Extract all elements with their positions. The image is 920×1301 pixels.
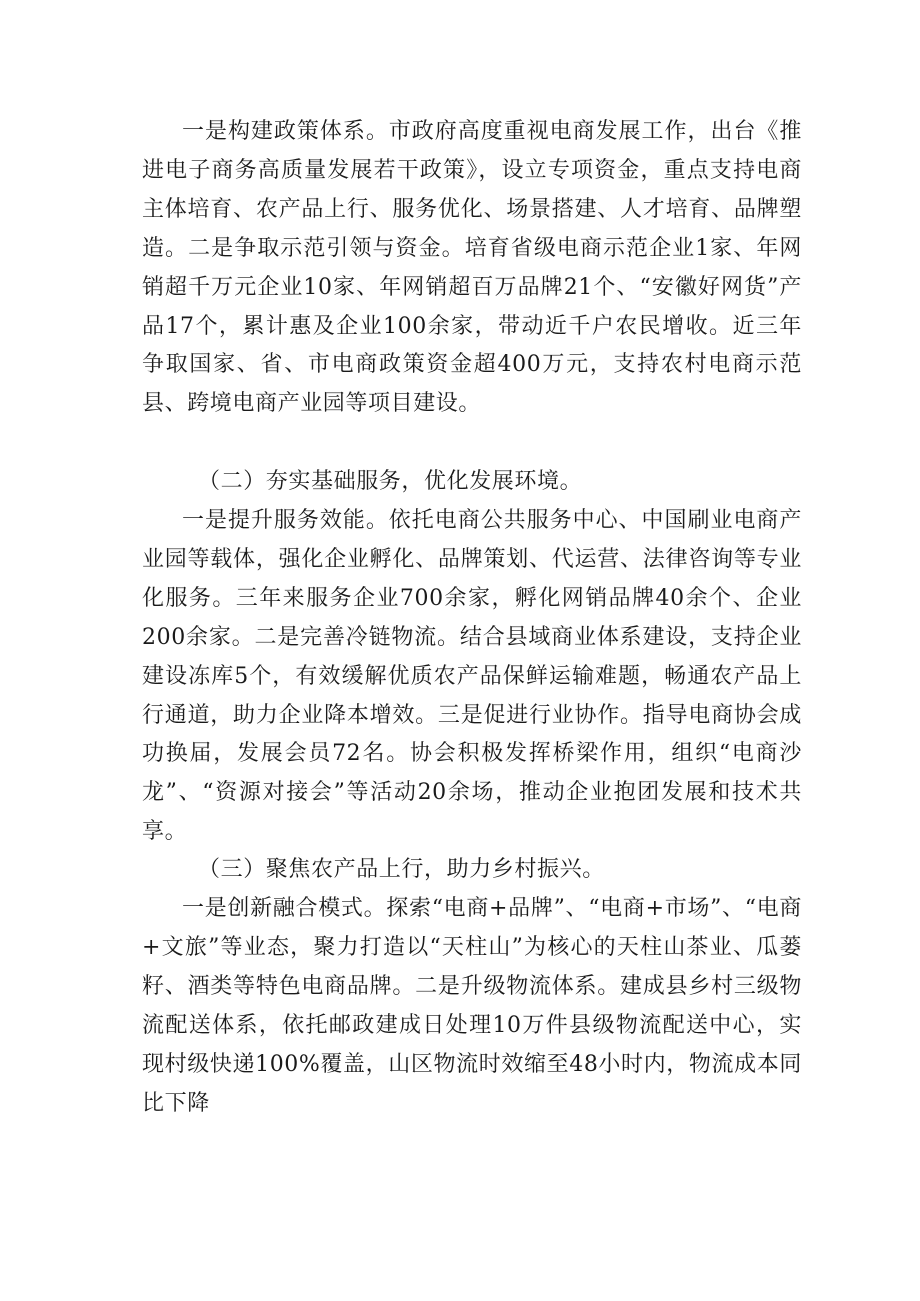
- paragraph-service-efficiency: 一是提升服务效能。依托电商公共服务中心、中国刷业电商产业园等载体，强化企业孵化、品牌策划、代运营、法律咨询等专业化服务。三年来服务企业700余家，孵化网销品牌40余个、企业200余家。二是完善冷链物流。结合县域商业体系建设，支持企业建设冻库5个，有效缓解优质农产品保鲜运输难题，畅通农产品上行通道，助力企业降本增效。三是促进行业协作。指导电商协会成功换届，发展会员72名。协会积极发挥桥梁作用，组织“电商沙龙”、“资源对接会”等活动20余场，推动企业抱团发展和技术共享。: [142, 508, 802, 845]
- paragraph-policy-system: 一是构建政策体系。市政府高度重视电商发展工作，出台《推进电子商务高质量发展若干政策》，设立专项资金，重点支持电商主体培育、农产品上行、服务优化、场景搭建、人才培育、品牌塑造。二是争取示范引领与资金。培育省级电商示范企业1家、年网销超千万元企业10家、年网销超百万品牌21个、“安徽好网货”产品17个，累计惠及企业100余家，带动近千户农民增收。近三年争取国家、省、市电商政策资金超400万元，支持农村电商示范县、跨境电商产业园等项目建设。: [142, 119, 802, 417]
- section-heading-2: （二）夯实基础服务，优化发展环境。: [198, 469, 583, 494]
- section-heading-3: （三）聚焦农产品上行，助力乡村振兴。: [198, 857, 605, 882]
- paragraph-integration-mode: 一是创新融合模式。探索“电商+品牌”、“电商+市场”、“电商+文旅”等业态，聚力打造以“天柱山”为核心的天柱山茶业、瓜蒌籽、酒类等特色电商品牌。二是升级物流体系。建成县乡村三级物流配送体系，依托邮政建成日处理10万件县级物流配送中心，实现村级快递100%覆盖，山区物流时效缩至48小时内，物流成本同比下降: [142, 896, 802, 1116]
- document-body: [142, 113, 802, 1122]
